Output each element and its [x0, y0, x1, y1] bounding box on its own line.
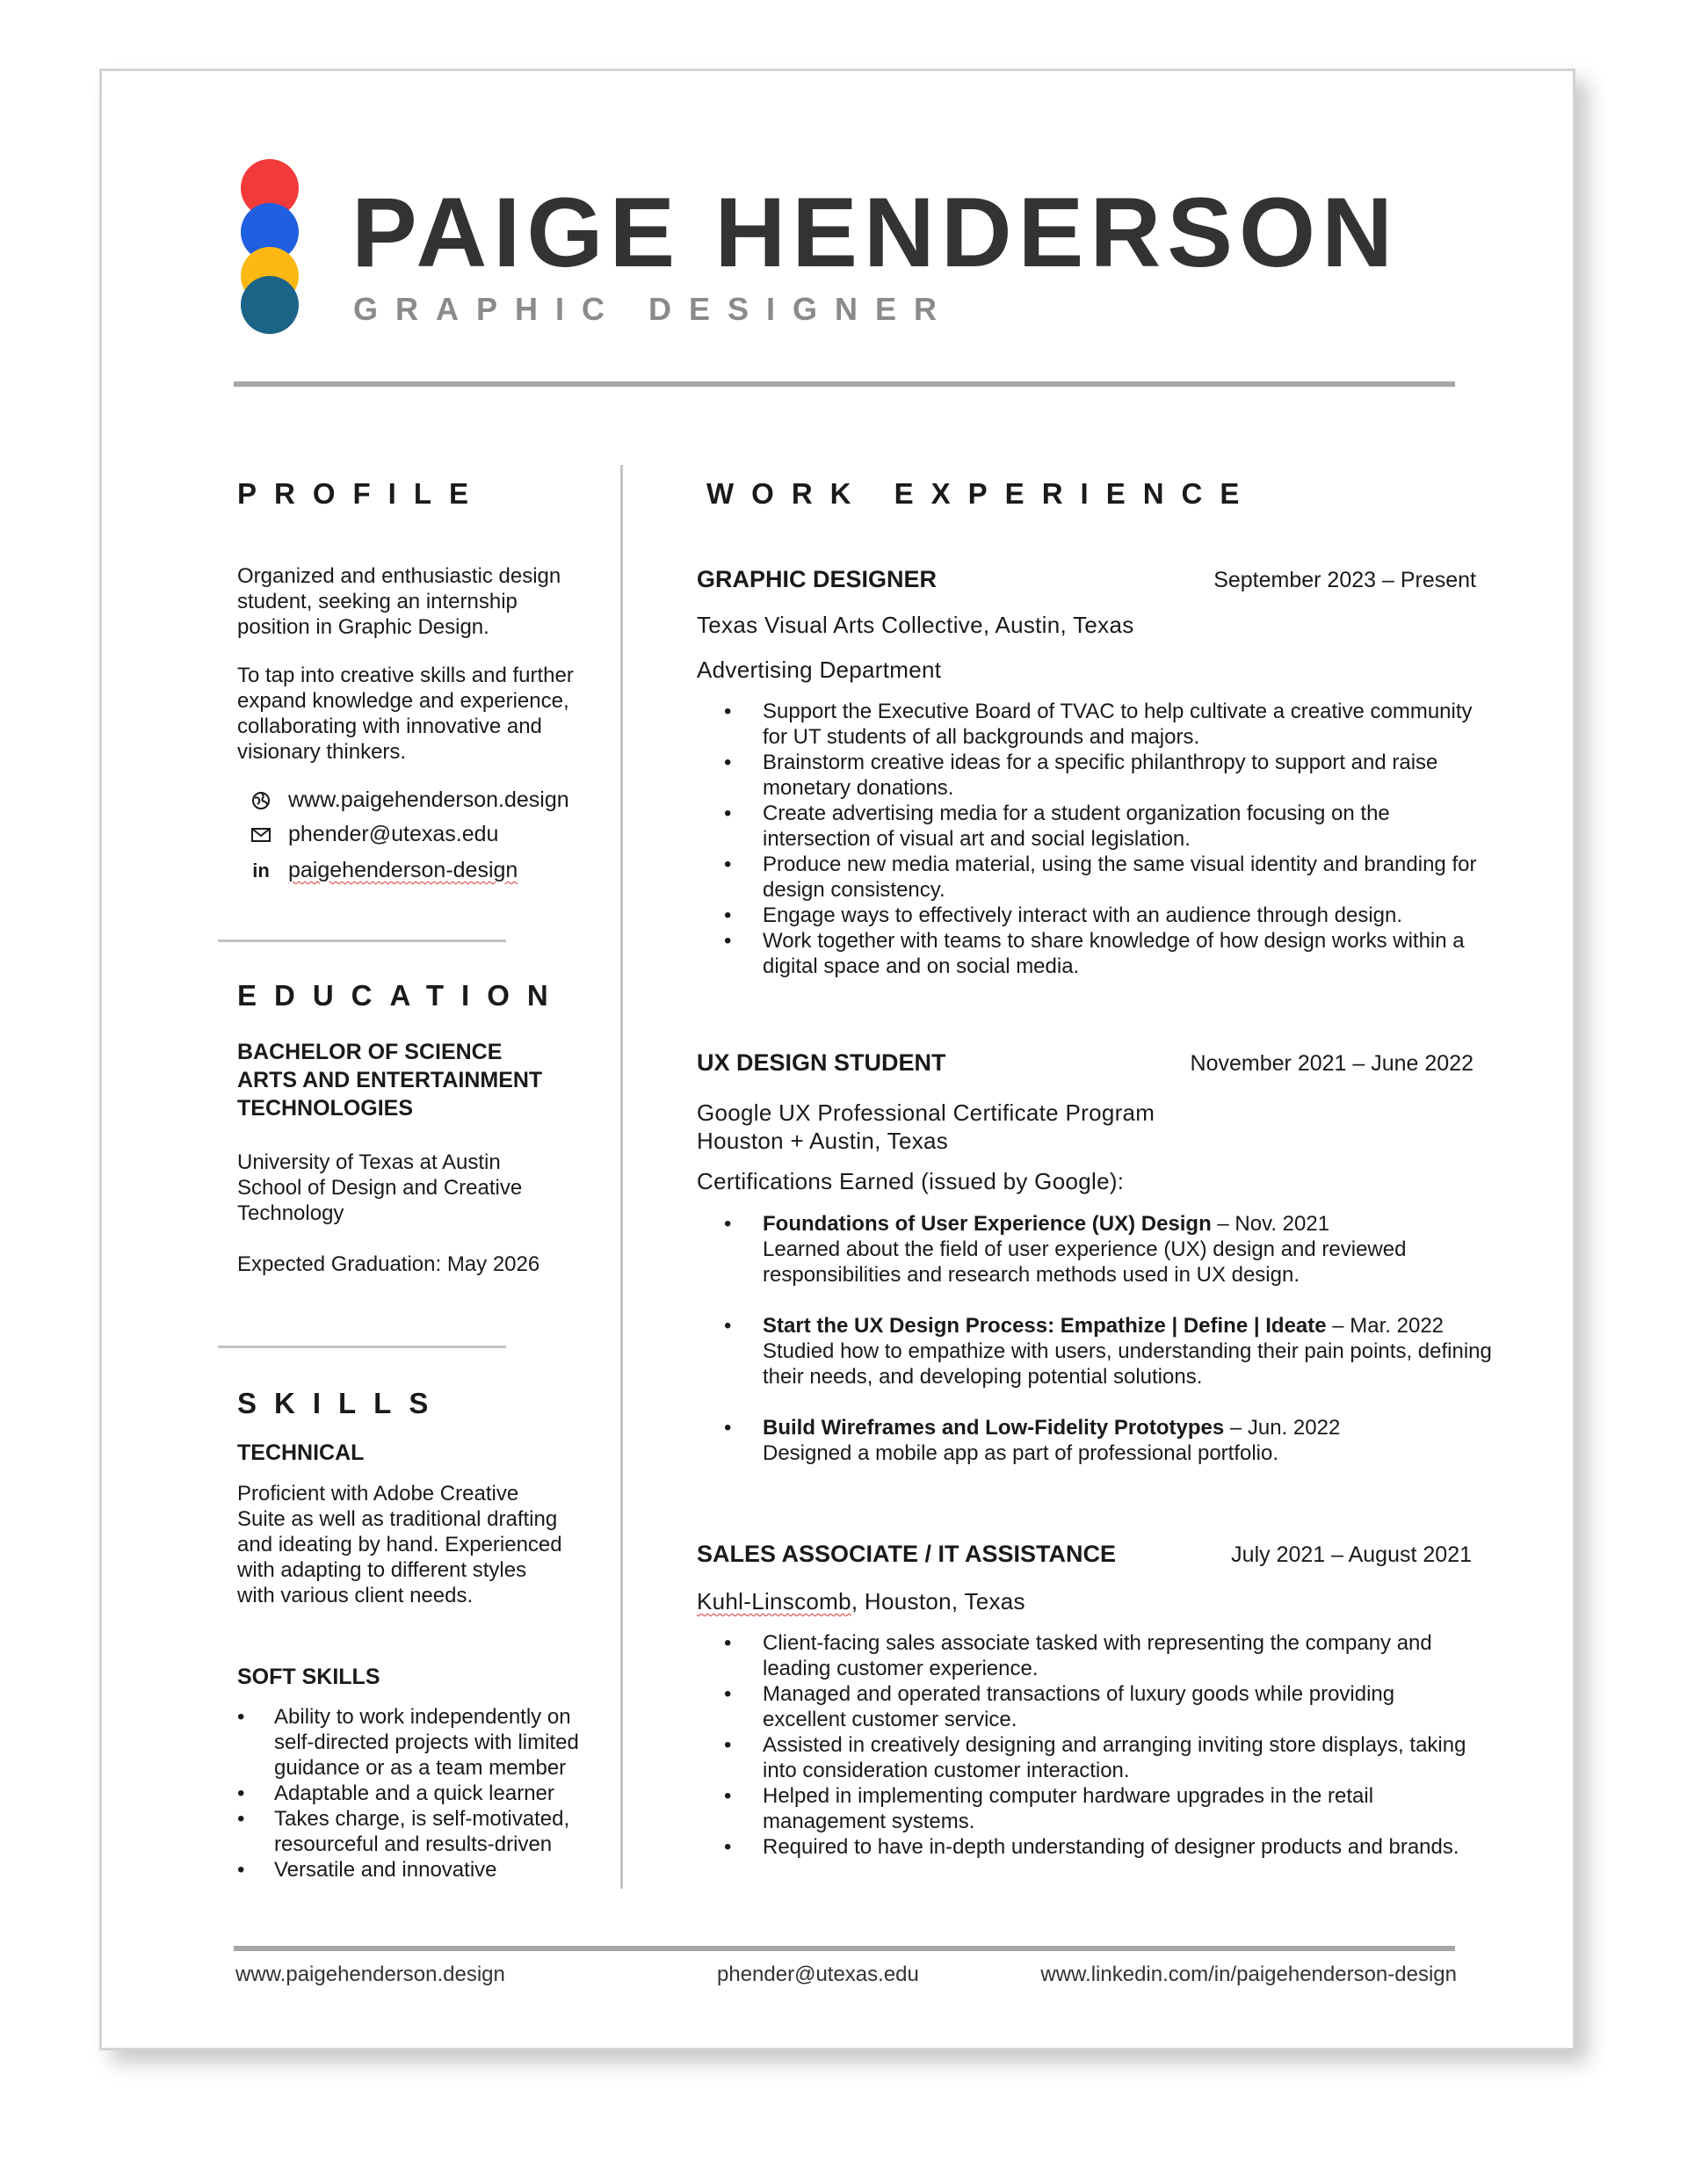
job-date-2: November 2021 – June 2022 — [1190, 1051, 1473, 1076]
profile-paragraph-2: To tap into creative skills and further expand knowledge and experience, collaborating with innovative and visionary thinkers. — [237, 664, 574, 764]
job-program-2: Google UX Professional Certificate Program — [697, 1099, 1155, 1126]
profile-paragraph-1: Organized and enthusiastic design student, seeking an internship position in Graphic Design. — [237, 564, 561, 639]
footer-divider — [234, 1946, 1455, 1951]
list-item: • Create advertising media for a student organization focusing on the intersection of visual art and social legislation. — [724, 801, 1480, 852]
degree-line-1: BACHELOR OF SCIENCE — [237, 1040, 503, 1064]
contact-website-text: www.paigehenderson.design — [288, 787, 569, 812]
job-date-3: July 2021 – August 2021 — [1231, 1542, 1472, 1567]
job-location-2: Houston + Austin, Texas — [697, 1128, 949, 1154]
list-item: • Brainstorm creative ideas for a specific philanthropy to support and raise monetary donations. — [724, 750, 1480, 801]
company-location: , Houston, Texas — [851, 1588, 1025, 1614]
resume-page — [99, 69, 1575, 2050]
list-item: • Adaptable and a quick learner — [237, 1781, 597, 1806]
left-divider-2 — [218, 1346, 506, 1348]
envelope-icon — [250, 824, 272, 846]
cert-date: – Mar. 2022 — [1326, 1314, 1444, 1338]
cert-desc: Designed a mobile app as part of professional portfolio. — [763, 1441, 1279, 1465]
cert-name: Start the UX Design Process: Empathize | Define | Ideate — [763, 1314, 1327, 1338]
footer-website[interactable]: www.paigehenderson.design — [235, 1963, 505, 1986]
job-title-3: SALES ASSOCIATE / IT ASSISTANCE — [697, 1541, 1117, 1567]
contact-email-text: phender@utexas.edu — [288, 822, 499, 846]
cert-date: – Jun. 2022 — [1224, 1416, 1341, 1440]
job-bullets-1 — [724, 699, 1480, 979]
contact-linkedin-text: paigehenderson-design — [288, 858, 518, 882]
cert-name: Foundations of User Experience (UX) Design — [763, 1212, 1212, 1236]
footer-linkedin[interactable]: www.linkedin.com/in/paigehenderson-design — [1040, 1963, 1457, 1986]
technical-text: Proficient with Adobe Creative Suite as well as traditional drafting and ideating by hand. Experienced with adapting to different styles with various client needs. — [237, 1482, 562, 1607]
graduation-date: Expected Graduation: May 2026 — [237, 1252, 540, 1276]
list-item: • Helped in implementing computer hardware upgrades in the retail management systems. — [724, 1783, 1480, 1834]
left-divider-1 — [218, 940, 506, 942]
degree-line-2: ARTS AND ENTERTAINMENT — [237, 1068, 543, 1092]
candidate-name: PAIGE HENDERSON — [351, 178, 1399, 287]
list-item: • Support the Executive Board of TVAC to help cultivate a creative community for UT students of all backgrounds and majors. — [724, 699, 1480, 750]
cert-name: Build Wireframes and Low-Fidelity Prototypes — [763, 1416, 1225, 1440]
column-divider — [620, 465, 623, 1889]
contact-linkedin[interactable] — [250, 858, 518, 883]
company-name: Kuhl-Linscomb — [697, 1588, 851, 1614]
education-heading: EDUCATION — [237, 979, 566, 1012]
soft-skills-list — [237, 1704, 597, 1883]
list-item: • Ability to work independently on self-directed projects with limited guidance or as a team member — [237, 1704, 597, 1781]
skills-heading: SKILLS — [237, 1387, 446, 1419]
list-item: • Assisted in creatively designing and arranging inviting store displays, taking into consideration customer interaction. — [724, 1732, 1480, 1783]
list-item: • Engage ways to effectively interact with an audience through design. — [724, 903, 1480, 928]
job-title-2: UX DESIGN STUDENT — [697, 1049, 946, 1076]
list-item: • Managed and operated transactions of luxury goods while providing excellent customer service. — [724, 1681, 1480, 1732]
job-date-1: September 2023 – Present — [1213, 568, 1476, 592]
list-item — [724, 1415, 1497, 1466]
logo-dot-teal — [241, 276, 299, 334]
soft-skills-heading: SOFT SKILLS — [237, 1665, 380, 1689]
cert-desc: Studied how to empathize with users, understanding their pain points, defining their needs, and developing potential solutions. — [763, 1339, 1492, 1389]
work-experience-heading: WORK EXPERIENCE — [706, 477, 1257, 510]
degree-line-3: TECHNOLOGIES — [237, 1096, 414, 1121]
cert-list — [724, 1211, 1497, 1466]
job-department-1: Advertising Department — [697, 657, 942, 683]
contact-email[interactable] — [250, 822, 498, 847]
cert-date: – Nov. 2021 — [1211, 1212, 1330, 1236]
cert-desc: Learned about the field of user experience (UX) design and reviewed responsibilities and research methods used in UX design. — [763, 1237, 1407, 1287]
list-item: • Takes charge, is self-motivated, resourceful and results-driven — [237, 1806, 597, 1857]
footer-email[interactable]: phender@utexas.edu — [717, 1963, 919, 1986]
list-item — [724, 1211, 1497, 1288]
school-name: University of Texas at Austin School of Design and Creative Technology — [237, 1150, 523, 1225]
candidate-title: GRAPHIC DESIGNER — [353, 291, 955, 327]
header-divider — [234, 381, 1455, 387]
globe-icon — [250, 789, 272, 812]
list-item — [724, 1313, 1497, 1389]
technical-heading: TECHNICAL — [237, 1440, 365, 1465]
job-company-3 — [697, 1588, 1025, 1615]
job-company-1: Texas Visual Arts Collective, Austin, Texas — [697, 612, 1134, 638]
list-item: • Client-facing sales associate tasked with representing the company and leading customer experience. — [724, 1630, 1480, 1681]
list-item: • Work together with teams to share knowledge of how design works within a digital space and on social media. — [724, 928, 1480, 979]
job-certs-label-2: Certifications Earned (issued by Google): — [697, 1168, 1125, 1194]
list-item: • Produce new media material, using the same visual identity and branding for design consistency. — [724, 852, 1480, 903]
job-bullets-3 — [724, 1630, 1480, 1860]
contact-website[interactable] — [250, 787, 569, 813]
list-item: • Required to have in-depth understanding of designer products and brands. — [724, 1834, 1480, 1860]
job-title-1: GRAPHIC DESIGNER — [697, 566, 938, 592]
profile-heading: PROFILE — [237, 477, 487, 510]
list-item: • Versatile and innovative — [237, 1857, 597, 1883]
linkedin-icon: in — [252, 859, 270, 882]
